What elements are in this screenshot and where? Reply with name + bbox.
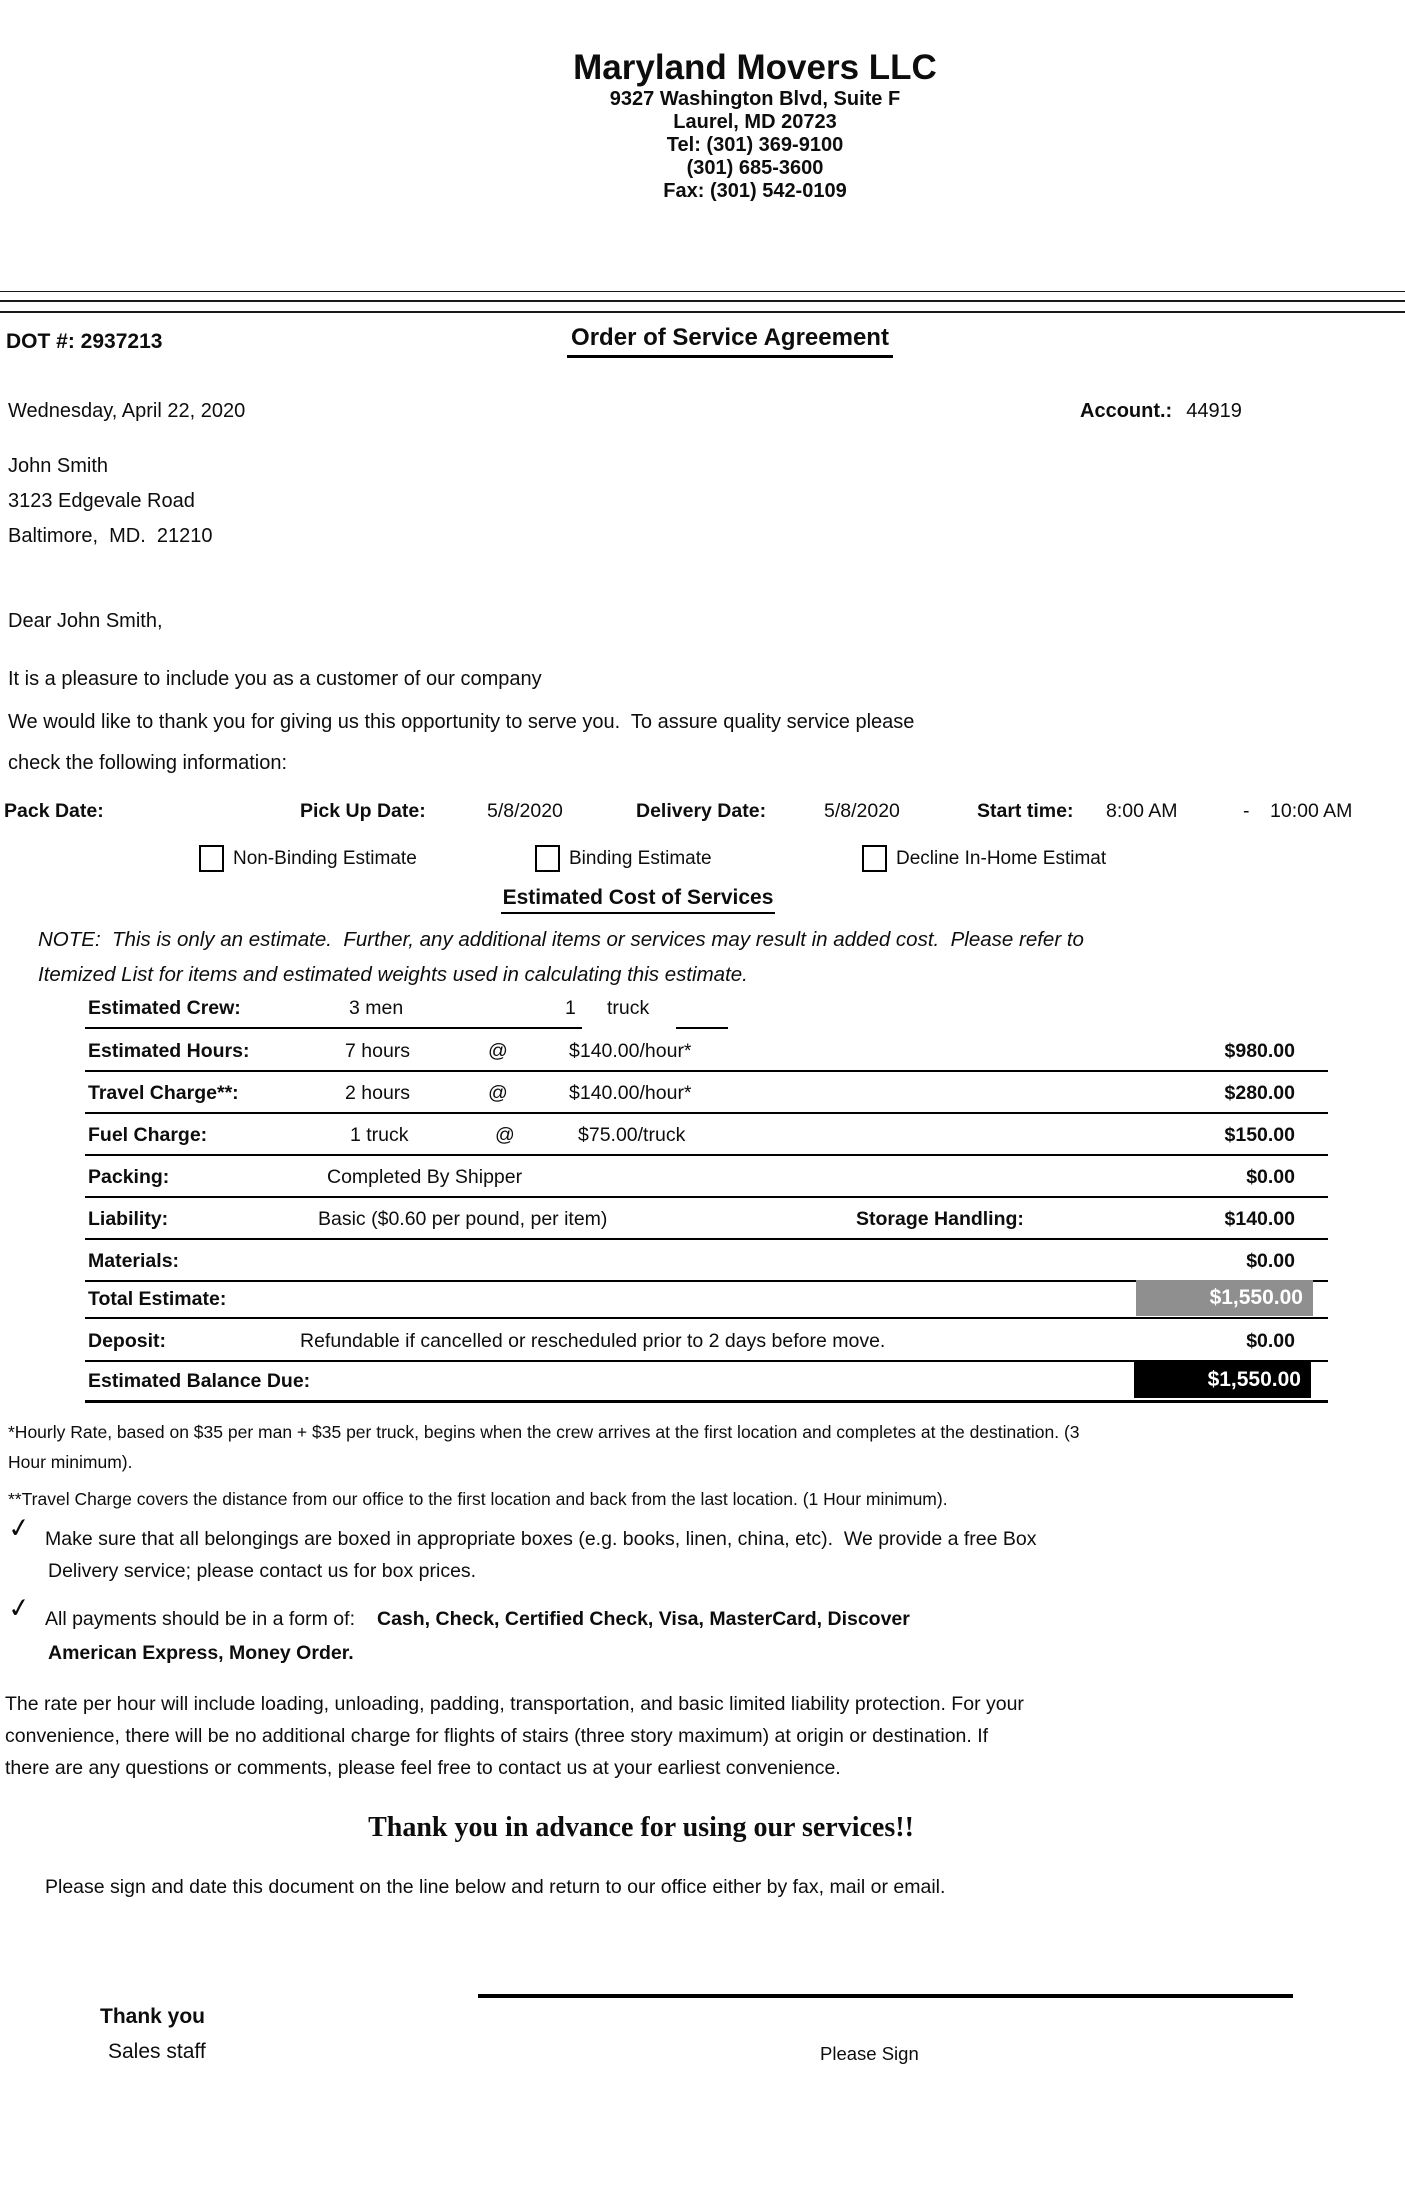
crew-truck-unit: truck: [607, 997, 650, 1019]
footnote-hourly-line1: *Hourly Rate, based on $35 per man + $35 per truck, begins when the crew arrives at the first location and completes at the destination. (3: [8, 1422, 1080, 1442]
liability-label: Liability:: [88, 1208, 169, 1230]
travel-at-sign: @: [488, 1082, 508, 1104]
costs-note-line2: Itemized List for items and estimated weights used in calculating this estimate.: [38, 963, 748, 986]
company-fax: Fax: (301) 542-0109: [663, 180, 847, 202]
fuel-label: Fuel Charge:: [88, 1124, 208, 1146]
fuel-amount: $150.00: [1224, 1124, 1295, 1146]
crew-underline-short: [676, 1027, 728, 1029]
hours-label: Estimated Hours:: [88, 1040, 250, 1062]
costs-note-line1: NOTE: This is only an estimate. Further, any additional items or services may result in added cost. Please refer to: [38, 928, 1084, 951]
payment-methods-line1: Cash, Check, Certified Check, Visa, MasterCard, Discover: [377, 1608, 910, 1630]
balance-row-rule: [85, 1400, 1328, 1403]
packing-desc: Completed By Shipper: [327, 1166, 523, 1188]
footnote-hourly-line2: Hour minimum).: [8, 1452, 133, 1472]
hours-row-rule: [85, 1070, 1328, 1072]
signature-line[interactable]: [478, 1994, 1293, 1998]
intro-line-1: It is a pleasure to include you as a customer of our company: [8, 668, 542, 690]
deposit-amount: $0.00: [1246, 1330, 1295, 1352]
start-time-label: Start time:: [977, 800, 1074, 822]
header-separator-line-3: [0, 311, 1405, 313]
crew-men-value: 3 men: [349, 997, 404, 1019]
hours-at-sign: @: [488, 1040, 508, 1062]
dot-number: DOT #: 2937213: [6, 330, 163, 353]
company-phone-2: (301) 685-3600: [686, 157, 824, 179]
non-binding-estimate-label: Non-Binding Estimate: [233, 848, 417, 869]
liability-amount: $140.00: [1224, 1208, 1295, 1230]
signoff-sales-staff: Sales staff: [108, 2040, 206, 2063]
start-time-value: 8:00 AM: [1106, 800, 1178, 822]
sign-instruction: Please sign and date this document on the line below and return to our office either by fax, mail or email.: [45, 1876, 946, 1898]
storage-handling-label: Storage Handling:: [856, 1208, 1024, 1230]
total-estimate-label: Total Estimate:: [88, 1288, 227, 1310]
travel-row-rule: [85, 1112, 1328, 1114]
signoff-thank-you: Thank you: [100, 2005, 206, 2028]
payment-methods-line2: American Express, Money Order.: [48, 1642, 354, 1664]
decline-in-home-estimate-checkbox[interactable]: [862, 845, 887, 872]
liability-row-rule: [85, 1238, 1328, 1240]
non-binding-estimate-checkbox[interactable]: [199, 845, 224, 872]
recipient-name: John Smith: [8, 455, 109, 477]
fuel-row-rule: [85, 1154, 1328, 1156]
packing-row-rule: [85, 1196, 1328, 1198]
payment-prefix: All payments should be in a form of:: [45, 1608, 355, 1630]
hours-qty: 7 hours: [345, 1040, 411, 1062]
travel-amount: $280.00: [1224, 1082, 1295, 1104]
fuel-qty: 1 truck: [350, 1124, 409, 1146]
materials-label: Materials:: [88, 1250, 180, 1272]
deposit-label: Deposit:: [88, 1330, 166, 1352]
checkmark-icon: ✓: [5, 1591, 33, 1625]
closing-line3: there are any questions or comments, please feel free to contact us at your earliest convenience.: [5, 1757, 841, 1779]
company-address-line2: Laurel, MD 20723: [673, 111, 837, 133]
crew-label: Estimated Crew:: [88, 997, 241, 1019]
balance-due-label: Estimated Balance Due:: [88, 1370, 311, 1392]
header-separator-line-2: [0, 300, 1405, 302]
bullet1-line1: Make sure that all belongings are boxed in appropriate boxes (e.g. books, linen, china, etc). We provide a free Box: [45, 1528, 1037, 1550]
binding-estimate-label: Binding Estimate: [569, 848, 712, 869]
time-range-dash: -: [1243, 800, 1250, 822]
document-date: Wednesday, April 22, 2020: [8, 400, 246, 422]
packing-amount: $0.00: [1246, 1166, 1295, 1188]
pickup-date-value: 5/8/2020: [487, 800, 563, 822]
balance-due-amount: $1,550.00: [1134, 1362, 1311, 1398]
company-phone-1: Tel: (301) 369-9100: [666, 134, 844, 156]
crew-truck-count: 1: [565, 997, 576, 1019]
recipient-city: Baltimore, MD. 21210: [8, 525, 213, 547]
fuel-at-sign: @: [495, 1124, 515, 1146]
delivery-date-label: Delivery Date:: [636, 800, 767, 822]
account-number: 44919: [1186, 400, 1242, 422]
page-title-wrap: [380, 324, 1080, 358]
binding-estimate-checkbox[interactable]: [535, 845, 560, 872]
company-name: Maryland Movers LLC: [573, 48, 937, 87]
delivery-date-value: 5/8/2020: [824, 800, 900, 822]
deposit-desc: Refundable if cancelled or rescheduled prior to 2 days before move.: [300, 1330, 886, 1352]
total-estimate-amount: $1,550.00: [1136, 1280, 1313, 1316]
footnote-travel: **Travel Charge covers the distance from our office to the first location and back from the last location. (1 Hour minimum).: [8, 1489, 948, 1509]
recipient-street: 3123 Edgevale Road: [8, 490, 195, 512]
page-title: Order of Service Agreement: [567, 324, 893, 358]
travel-label: Travel Charge**:: [88, 1082, 239, 1104]
company-address-line1: 9327 Washington Blvd, Suite F: [609, 88, 901, 110]
pack-date-label: Pack Date:: [4, 800, 104, 822]
header-separator-line-1: [0, 291, 1405, 292]
hours-amount: $980.00: [1224, 1040, 1295, 1062]
travel-rate: $140.00/hour*: [569, 1082, 692, 1104]
costs-heading-wrap: [288, 886, 988, 914]
hours-rate: $140.00/hour*: [569, 1040, 692, 1062]
greeting: Dear John Smith,: [8, 610, 163, 632]
checkmark-icon: ✓: [5, 1511, 33, 1545]
account-row: [1080, 400, 1242, 423]
intro-line-2: We would like to thank you for giving us this opportunity to serve you. To assure quality service please: [8, 711, 915, 733]
fuel-rate: $75.00/truck: [578, 1124, 686, 1146]
bullet2-line1: [45, 1608, 910, 1631]
end-time-value: 10:00 AM: [1270, 800, 1353, 822]
crew-underline-long: [85, 1027, 582, 1029]
materials-amount: $0.00: [1246, 1250, 1295, 1272]
decline-in-home-estimate-label: Decline In-Home Estimat: [896, 848, 1107, 869]
travel-qty: 2 hours: [345, 1082, 411, 1104]
closing-line1: The rate per hour will include loading, unloading, padding, transportation, and basic limited liability protection. For your: [5, 1693, 1024, 1715]
letterhead: [105, 48, 1405, 203]
account-label: Account.:: [1080, 400, 1173, 422]
please-sign-caption: Please Sign: [820, 2043, 919, 2064]
closing-line2: convenience, there will be no additional charge for flights of stairs (three story maximum) at origin or destination. If: [5, 1725, 989, 1747]
total-row-rule: [85, 1317, 1328, 1319]
pickup-date-label: Pick Up Date:: [300, 800, 426, 822]
costs-heading: Estimated Cost of Services: [501, 886, 776, 914]
intro-line-3: check the following information:: [8, 752, 288, 774]
bullet1-line2: Delivery service; please contact us for box prices.: [48, 1560, 477, 1582]
thanks-line: Thank you in advance for using our services!!: [368, 1812, 914, 1843]
liability-desc: Basic ($0.60 per pound, per item): [318, 1208, 608, 1230]
packing-label: Packing:: [88, 1166, 170, 1188]
